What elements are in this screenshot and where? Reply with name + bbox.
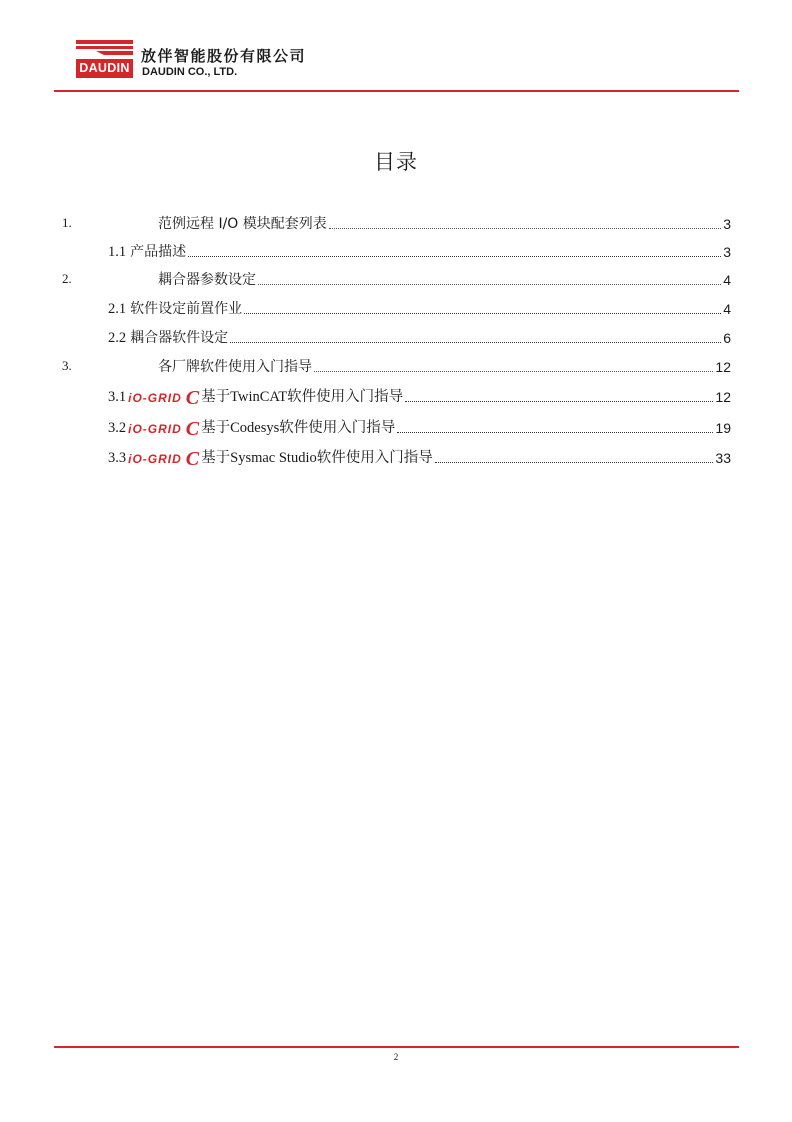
toc-entry-number: 3.3 (108, 450, 127, 466)
brand-text: iO-GRID (128, 391, 182, 405)
company-name-cn: 放伴智能股份有限公司 (141, 47, 307, 65)
toc-entry-page: 3 (723, 244, 731, 260)
footer-divider (54, 1046, 739, 1048)
toc-entry-label: 基于Codesys软件使用入门指导 (201, 420, 396, 436)
toc-entry-page: 3 (723, 216, 731, 232)
io-grid-c-brand-mark (128, 420, 199, 438)
brand-c-mark: C (185, 387, 200, 409)
toc-entry-number: 3.2 (108, 420, 127, 436)
toc-entry-3-3[interactable] (0, 446, 792, 468)
toc-leader-dots (405, 400, 713, 402)
toc-leader-dots (397, 431, 713, 433)
page-number: 2 (393, 1052, 399, 1062)
toc-leader-dots (329, 227, 721, 229)
toc-entry-3[interactable] (0, 355, 792, 377)
toc-entry-2-2[interactable] (0, 326, 792, 348)
logo-wordmark: DAUDIN (76, 59, 133, 78)
brand-text: iO-GRID (128, 422, 182, 436)
toc-entry-page: 12 (715, 359, 731, 375)
toc-entry-number: 3. (62, 358, 72, 373)
toc-entry-page: 6 (723, 330, 731, 346)
toc-entry-2[interactable] (0, 268, 792, 290)
company-name-en: DAUDIN CO., LTD. (142, 66, 238, 78)
logo-stripes (76, 40, 133, 57)
toc-leader-dots (230, 341, 721, 343)
toc-entry-label: 耦合器参数设定 (158, 272, 256, 288)
toc-entry-1-1[interactable] (0, 240, 792, 262)
toc-entry-page: 4 (723, 272, 731, 288)
io-grid-c-brand-mark (128, 450, 199, 468)
io-grid-c-brand-mark (128, 389, 199, 407)
toc-entry-2-1[interactable] (0, 297, 792, 319)
brand-c-mark: C (185, 448, 200, 470)
toc-entry-label: 产品描述 (130, 244, 187, 260)
toc-entry-3-2[interactable] (0, 416, 792, 438)
toc-entry-label: 耦合器软件设定 (130, 330, 229, 346)
toc-leader-dots (435, 461, 714, 463)
toc-entry-label: 各厂牌软件使用入门指导 (158, 359, 312, 375)
company-logo (76, 40, 133, 78)
toc-entry-3-1[interactable] (0, 385, 792, 407)
toc-entry-label: 软件设定前置作业 (130, 301, 243, 317)
header-divider (54, 90, 739, 92)
toc-leader-dots (314, 370, 713, 372)
toc-entry-page: 4 (723, 301, 731, 317)
toc-entry-label: 基于Sysmac Studio软件使用入门指导 (201, 450, 433, 466)
toc-entry-1[interactable] (0, 212, 792, 234)
toc-leader-dots (244, 312, 721, 314)
toc-entry-number: 1.1 (108, 244, 127, 260)
toc-entry-page: 12 (715, 389, 731, 405)
toc-entry-number: 2.1 (108, 301, 127, 317)
toc-title: 目录 (374, 150, 418, 174)
toc-leader-dots (188, 255, 721, 257)
brand-c-mark: C (185, 418, 200, 440)
toc-entry-label: 范例远程 I/O 模块配套列表 (158, 216, 327, 232)
toc-entry-number: 3.1 (108, 389, 127, 405)
toc-entry-number: 2. (62, 271, 72, 286)
toc-entry-number: 2.2 (108, 330, 127, 346)
toc-entry-label: 基于TwinCAT软件使用入门指导 (201, 389, 404, 405)
brand-text: iO-GRID (128, 452, 182, 466)
toc-entry-page: 19 (715, 420, 731, 436)
toc-entry-page: 33 (715, 450, 731, 466)
toc-leader-dots (258, 283, 721, 285)
toc-entry-number: 1. (62, 215, 72, 230)
